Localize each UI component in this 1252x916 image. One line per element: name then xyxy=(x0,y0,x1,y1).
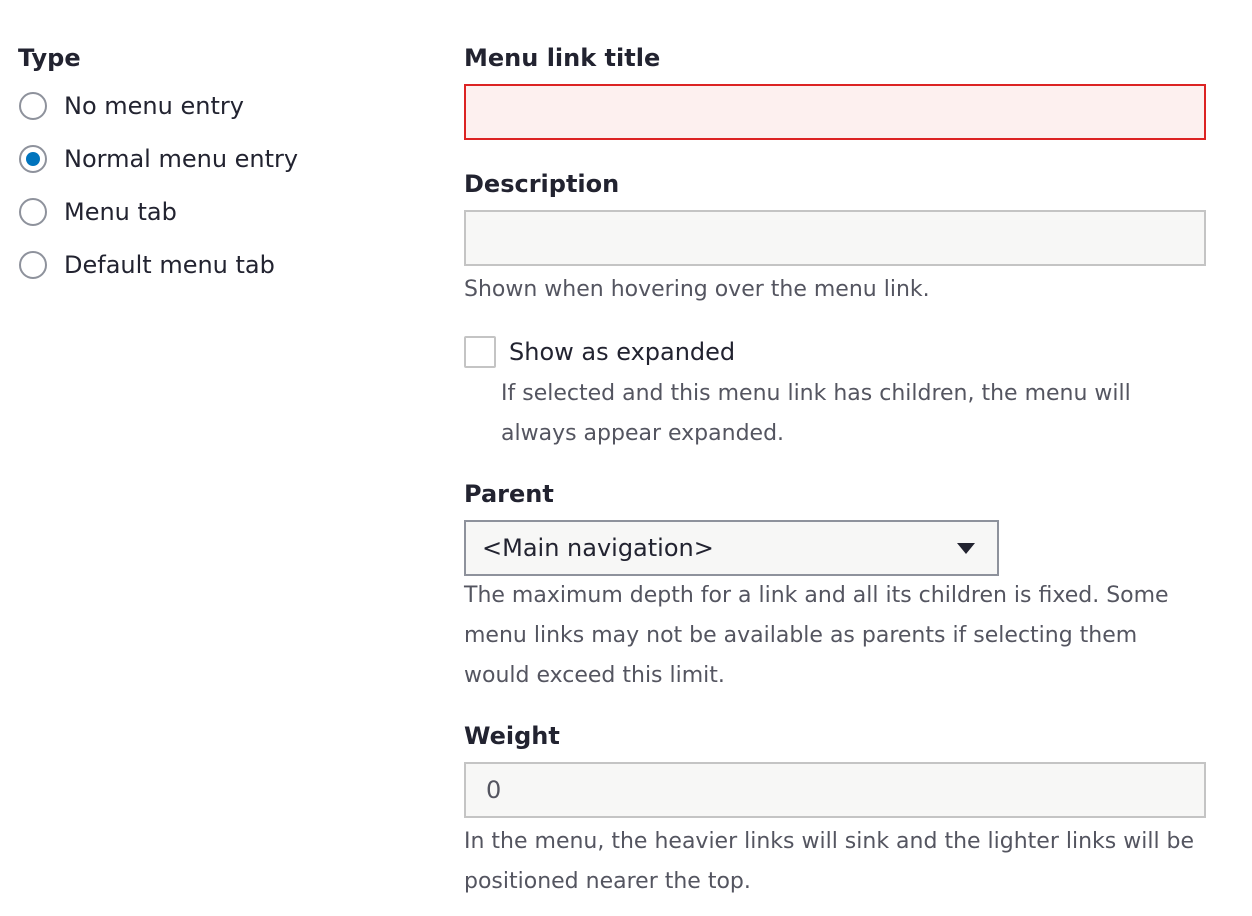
menu-link-settings xyxy=(464,40,1206,902)
radio-button[interactable] xyxy=(19,251,47,279)
chevron-down-icon xyxy=(957,543,975,554)
radio-no-menu-entry[interactable] xyxy=(18,79,418,132)
parent-select[interactable] xyxy=(464,520,999,576)
menu-link-title-label: Menu link title xyxy=(464,44,661,72)
weight-input[interactable] xyxy=(464,762,1206,818)
radio-menu-tab[interactable] xyxy=(18,185,418,238)
weight-label: Weight xyxy=(464,722,560,750)
radio-default-menu-tab[interactable] xyxy=(18,238,418,291)
radio-button[interactable] xyxy=(19,198,47,226)
description-input[interactable] xyxy=(464,210,1206,266)
show-expanded-row[interactable] xyxy=(464,332,1206,372)
type-label: Type xyxy=(18,44,81,72)
radio-label: Menu tab xyxy=(64,197,177,226)
menu-type-fieldset xyxy=(18,40,418,291)
parent-label: Parent xyxy=(464,480,554,508)
weight-help-text: In the menu, the heavier links will sink and the lighter links will be positioned nearer the top. xyxy=(464,829,1195,894)
show-expanded-help-text: If selected and this menu link has children, the menu will always appear expanded. xyxy=(501,381,1131,446)
radio-label: Default menu tab xyxy=(64,250,275,279)
parent-help-text: The maximum depth for a link and all its children is fixed. Some menu links may not be available as parents if selecting them would exceed this limit. xyxy=(464,583,1169,688)
menu-link-title-input[interactable] xyxy=(464,84,1206,140)
radio-label: No menu entry xyxy=(64,91,244,120)
show-expanded-label: Show as expanded xyxy=(509,338,736,366)
radio-button[interactable] xyxy=(19,92,47,120)
radio-normal-menu-entry[interactable] xyxy=(18,132,418,185)
show-expanded-checkbox[interactable] xyxy=(464,336,496,368)
parent-selected-value: <Main navigation> xyxy=(482,534,714,562)
description-label: Description xyxy=(464,170,620,198)
radio-label: Normal menu entry xyxy=(64,144,299,173)
radio-button-selected[interactable] xyxy=(19,145,47,173)
description-help-text: Shown when hovering over the menu link. xyxy=(464,277,930,302)
